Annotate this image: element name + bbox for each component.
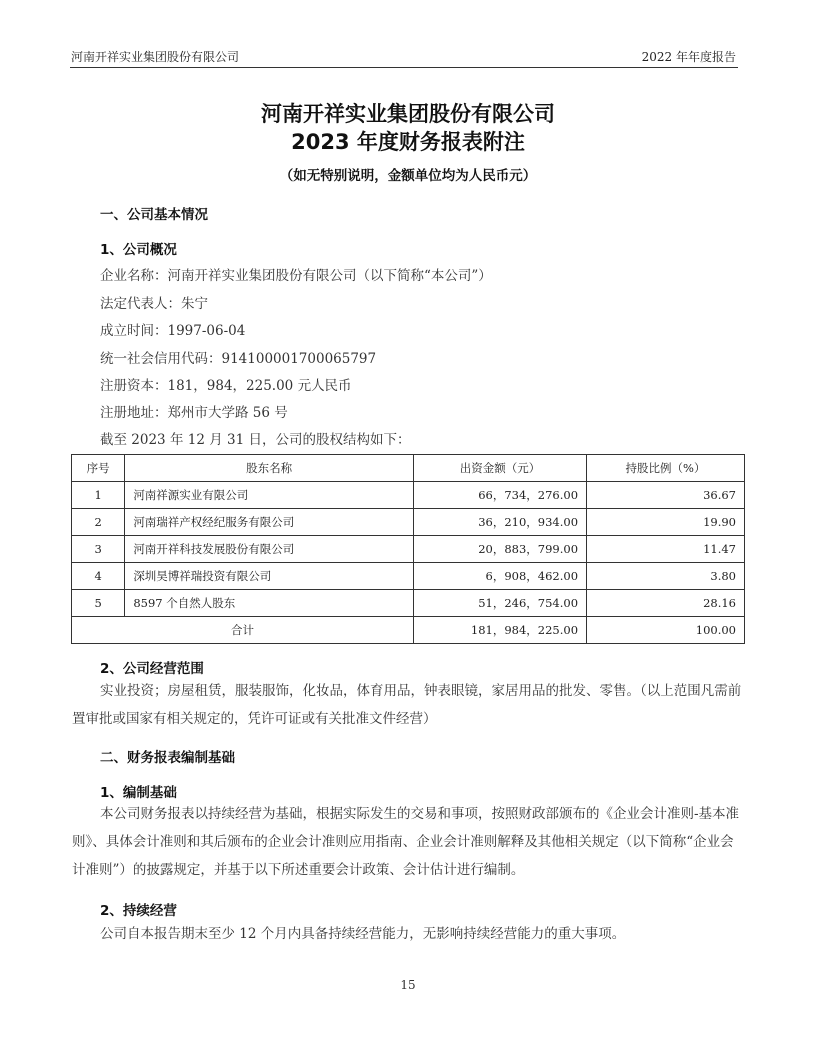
cell-index: 3 <box>72 536 125 563</box>
col-header-index: 序号 <box>72 455 125 482</box>
cell-shareholder: 河南瑞祥产权经纪服务有限公司 <box>125 509 414 536</box>
cell-amount: 6，908，462.00 <box>414 563 587 590</box>
table-row <box>72 536 745 563</box>
info-credit-code: 统一社会信用代码：914100001700065797 <box>100 351 377 367</box>
cell-shareholder: 8597 个自然人股东 <box>125 590 414 617</box>
col-header-percent: 持股比例（%） <box>587 455 745 482</box>
doc-title-company: 河南开祥实业集团股份有限公司 <box>261 102 555 126</box>
cell-index: 2 <box>72 509 125 536</box>
info-established: 成立时间：1997-06-04 <box>100 323 246 339</box>
cell-percent: 11.47 <box>587 536 745 563</box>
cell-amount: 20，883，799.00 <box>414 536 587 563</box>
subsection-heading-overview: 1、公司概况 <box>100 242 177 258</box>
header-report: 2022 年年度报告 <box>641 50 736 64</box>
col-header-shareholder: 股东名称 <box>125 455 414 482</box>
cell-total-percent: 100.00 <box>587 617 745 644</box>
cell-index: 4 <box>72 563 125 590</box>
cell-amount: 51，246，754.00 <box>414 590 587 617</box>
table-row <box>72 509 745 536</box>
table-total-row <box>72 617 745 644</box>
cell-shareholder: 河南开祥科技发展股份有限公司 <box>125 536 414 563</box>
info-registered-capital: 注册资本：181，984，225.00 元人民币 <box>100 378 352 394</box>
cell-percent: 19.90 <box>587 509 745 536</box>
header-divider <box>70 67 738 68</box>
info-legal-rep: 法定代表人：朱宁 <box>100 296 208 312</box>
page-number: 15 <box>400 978 416 992</box>
doc-title-notes: 2023 年度财务报表附注 <box>291 130 525 154</box>
cell-percent: 28.16 <box>587 590 745 617</box>
cell-amount: 36，210，934.00 <box>414 509 587 536</box>
info-company-name: 企业名称：河南开祥实业集团股份有限公司（以下简称“本公司”） <box>100 268 492 284</box>
cell-percent: 36.67 <box>587 482 745 509</box>
cell-percent: 3.80 <box>587 563 745 590</box>
table-row <box>72 482 745 509</box>
col-header-amount: 出资金额（元） <box>414 455 587 482</box>
subsection-heading-going-concern: 2、持续经营 <box>100 903 177 919</box>
cell-shareholder: 河南祥源实业有限公司 <box>125 482 414 509</box>
header-company: 河南开祥实业集团股份有限公司 <box>71 50 240 64</box>
equity-structure-table <box>71 454 745 644</box>
going-concern-text: 公司自本报告期末至少 12 个月内具备持续经营能力，无影响持续经营能力的重大事项。 <box>100 926 626 942</box>
cell-index: 1 <box>72 482 125 509</box>
cell-total-amount: 181，984，225.00 <box>414 617 587 644</box>
subsection-heading-business-scope: 2、公司经营范围 <box>100 661 204 677</box>
cell-total-label: 合计 <box>72 617 414 644</box>
cell-index: 5 <box>72 590 125 617</box>
info-registered-address: 注册地址：郑州市大学路 56 号 <box>100 405 288 421</box>
business-scope-text: 实业投资；房屋租赁，服装服饰，化妆品，体育用品，钟表眼镜，家居用品的批发、零售。（以上范围凡需前置审批或国家有相关规定的，凭许可证或有关批准文件经营） <box>72 683 742 727</box>
table-header-row <box>72 455 745 482</box>
prep-basis-text: 本公司财务报表以持续经营为基础，根据实际发生的交易和事项，按照财政部颁布的《企业会计准则-基本准则》、具体会计准则和其后颁布的企业会计准则应用指南、企业会计准则解释及其他相关规定（以下简称“企业会计准则”）的披露规定，并基于以下所述重要会计政策、会计估计进行编制。 <box>72 806 740 878</box>
table-row <box>72 590 745 617</box>
section-heading-company-basics: 一、公司基本情况 <box>100 207 208 223</box>
cell-amount: 66，734，276.00 <box>414 482 587 509</box>
table-row <box>72 563 745 590</box>
cell-shareholder: 深圳昊博祥瑞投资有限公司 <box>125 563 414 590</box>
doc-subtitle: （如无特别说明，金额单位均为人民币元） <box>279 168 537 184</box>
subsection-heading-basis: 1、编制基础 <box>100 785 177 801</box>
section-heading-prep-basis: 二、财务报表编制基础 <box>100 750 235 766</box>
info-equity-intro: 截至 2023 年 12 月 31 日，公司的股权结构如下： <box>100 432 411 448</box>
